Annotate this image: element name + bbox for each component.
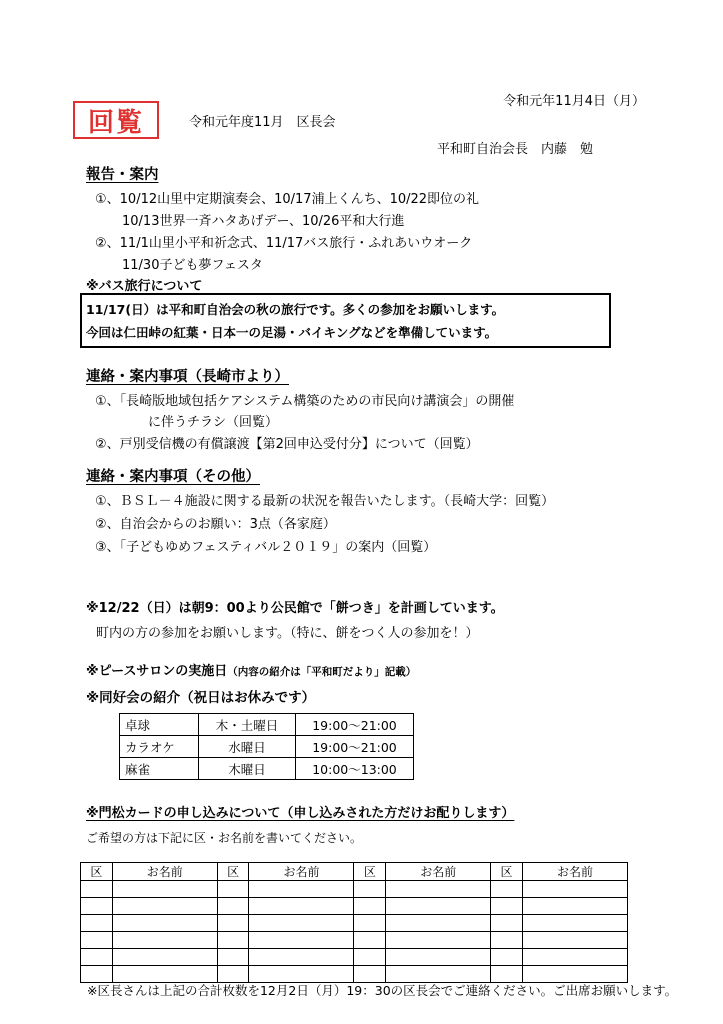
- ward-cell[interactable]: [217, 881, 249, 898]
- ward-cell[interactable]: [81, 898, 113, 915]
- table-row[interactable]: [81, 932, 628, 949]
- name-cell[interactable]: [522, 881, 627, 898]
- report-line: 11/30子ども夢フェスタ: [122, 258, 263, 273]
- ward-cell[interactable]: [491, 915, 523, 932]
- club-time: 19:00～21:00: [296, 714, 414, 736]
- ward-cell[interactable]: [354, 915, 386, 932]
- club-day: 木曜日: [199, 758, 296, 780]
- ward-cell[interactable]: [81, 966, 113, 983]
- club-day: 木・土曜日: [199, 714, 296, 736]
- table-row[interactable]: [81, 898, 628, 915]
- peace-salon-sub: （内容の紹介は「平和町だより」記載）: [227, 666, 417, 678]
- club-time: 10:00～13:00: [296, 758, 414, 780]
- peace-salon-main: ※ピースサロンの実施日: [86, 664, 228, 679]
- table-row[interactable]: [81, 966, 628, 983]
- name-cell[interactable]: [522, 915, 627, 932]
- name-cell[interactable]: [386, 881, 491, 898]
- table-row: [120, 758, 414, 780]
- table-row[interactable]: [81, 881, 628, 898]
- table-row: [120, 714, 414, 736]
- club-name: 卓球: [120, 714, 199, 736]
- name-cell[interactable]: [386, 915, 491, 932]
- bus-trip-line: 11/17(日）は平和町自治会の秋の旅行です。多くの参加をお願いします。: [86, 302, 505, 317]
- ward-cell[interactable]: [491, 949, 523, 966]
- kadomatsu-instruction: ご希望の方は下記に区・お名前を書いてください。: [86, 831, 363, 845]
- ward-cell[interactable]: [217, 966, 249, 983]
- ward-cell[interactable]: [217, 949, 249, 966]
- name-cell[interactable]: [522, 932, 627, 949]
- table-header-row: [81, 863, 628, 881]
- peace-salon-heading: [86, 660, 416, 679]
- mochi-line: 町内の方の参加をお願いします。（特に、餅をつく人の参加を！）: [96, 626, 479, 641]
- bus-trip-heading: ※バス旅行について: [86, 279, 203, 294]
- ward-cell[interactable]: [354, 881, 386, 898]
- ward-column-header: 区: [81, 863, 113, 881]
- name-cell[interactable]: [522, 898, 627, 915]
- name-column-header: お名前: [386, 863, 491, 881]
- club-name: 麻雀: [120, 758, 199, 780]
- report-line: 10/13世界一斉ハタあげデー、10/26平和大行進: [122, 214, 405, 229]
- ward-cell[interactable]: [491, 898, 523, 915]
- document-date: 令和元年11月4日（月）: [503, 94, 645, 109]
- other-notice-line: ②、自治会からのお願い：3点（各家庭）: [95, 517, 336, 532]
- name-cell[interactable]: [249, 932, 354, 949]
- ward-cell[interactable]: [217, 932, 249, 949]
- ward-cell[interactable]: [491, 881, 523, 898]
- bus-trip-line: 今回は仁田峠の紅葉・日本一の足湯・バイキングなどを準備しています。: [86, 325, 498, 340]
- name-cell[interactable]: [522, 966, 627, 983]
- meeting-title: 令和元年度11月 区長会: [189, 115, 336, 130]
- ward-cell[interactable]: [81, 915, 113, 932]
- author-line: 平和町自治会長 内藤 勉: [437, 142, 594, 157]
- ward-cell[interactable]: [81, 932, 113, 949]
- report-line: ②、11/1山里小平和祈念式、11/17バス旅行・ふれあいウオーク: [95, 236, 473, 251]
- ward-column-header: 区: [354, 863, 386, 881]
- bus-trip-box: [80, 293, 611, 348]
- circulation-stamp: 回覧: [73, 101, 159, 139]
- ward-cell[interactable]: [354, 966, 386, 983]
- kadomatsu-heading: ※門松カードの申し込みについて（申し込みされた方だけお配りします）: [86, 806, 515, 821]
- kadomatsu-table: [80, 862, 628, 983]
- name-cell[interactable]: [522, 949, 627, 966]
- name-column-header: お名前: [522, 863, 627, 881]
- table-row[interactable]: [81, 949, 628, 966]
- mochi-heading: ※12/22（日）は朝9：00より公民館で「餅つき」を計画しています。: [86, 601, 504, 616]
- name-cell[interactable]: [112, 932, 217, 949]
- table-row[interactable]: [81, 915, 628, 932]
- ward-cell[interactable]: [491, 966, 523, 983]
- club-name: カラオケ: [120, 736, 199, 758]
- footer-note: ※区長さんは上記の合計枚数を12月2日（月）19：30の区長会でご連絡ください。ご出席お願いします。: [87, 983, 678, 998]
- name-cell[interactable]: [249, 898, 354, 915]
- name-column-header: お名前: [112, 863, 217, 881]
- ward-cell[interactable]: [217, 915, 249, 932]
- ward-cell[interactable]: [354, 949, 386, 966]
- table-row: [120, 736, 414, 758]
- other-notice-line: ③、「子どもゆめフェスティバル２０１９」の案内（回覧）: [95, 540, 437, 555]
- ward-cell[interactable]: [81, 881, 113, 898]
- name-cell[interactable]: [249, 949, 354, 966]
- ward-column-header: 区: [491, 863, 523, 881]
- name-cell[interactable]: [386, 949, 491, 966]
- name-cell[interactable]: [112, 898, 217, 915]
- name-cell[interactable]: [249, 915, 354, 932]
- ward-cell[interactable]: [354, 932, 386, 949]
- name-cell[interactable]: [112, 966, 217, 983]
- ward-cell[interactable]: [491, 932, 523, 949]
- clubs-heading: ※同好会の紹介（祝日はお休みです）: [86, 690, 316, 706]
- ward-column-header: 区: [217, 863, 249, 881]
- other-notices-heading: 連絡・案内事項（その他）: [86, 469, 260, 485]
- name-column-header: お名前: [249, 863, 354, 881]
- name-cell[interactable]: [386, 932, 491, 949]
- city-notices-heading: 連絡・案内事項（長崎市より）: [86, 369, 289, 385]
- name-cell[interactable]: [112, 949, 217, 966]
- club-time: 19:00～21:00: [296, 736, 414, 758]
- name-cell[interactable]: [112, 915, 217, 932]
- name-cell[interactable]: [249, 881, 354, 898]
- club-day: 水曜日: [199, 736, 296, 758]
- ward-cell[interactable]: [354, 898, 386, 915]
- city-notice-line: ②、戸別受信機の有償譲渡【第2回申込受付分】について（回覧）: [95, 437, 479, 452]
- ward-cell[interactable]: [217, 898, 249, 915]
- name-cell[interactable]: [249, 966, 354, 983]
- reports-heading: 報告・案内: [86, 167, 159, 183]
- city-notice-line: ①、「長崎版地域包括ケアシステム構築のための市民向け講演会」の開催: [95, 394, 515, 409]
- ward-cell[interactable]: [81, 949, 113, 966]
- name-cell[interactable]: [112, 881, 217, 898]
- clubs-table: [119, 713, 414, 780]
- city-notice-line: に伴うチラシ（回覧）: [148, 415, 279, 430]
- other-notice-line: ①、ＢＳＬ－４施設に関する最新の状況を報告いたします。（長崎大学：回覧）: [95, 494, 555, 509]
- name-cell[interactable]: [386, 898, 491, 915]
- name-cell[interactable]: [386, 966, 491, 983]
- report-line: ①、10/12山里中定期演奏会、10/17浦上くんち、10/22即位の礼: [95, 192, 480, 207]
